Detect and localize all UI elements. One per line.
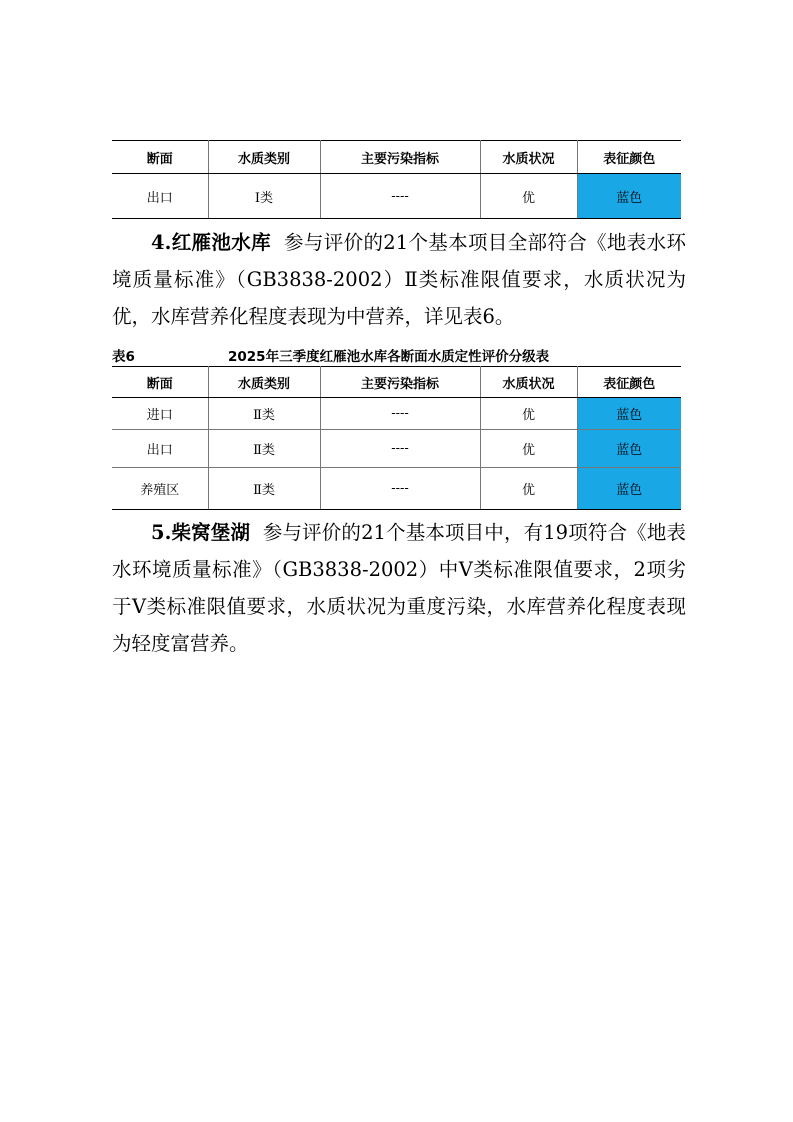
cell-status: 优 (480, 174, 577, 219)
paragraph-hongyanchi (112, 224, 686, 335)
header-status: 水质状况 (480, 367, 577, 398)
cell-class: Ⅱ类 (208, 468, 320, 510)
cell-section: 进口 (112, 398, 208, 430)
cell-color: 蓝色 (577, 468, 681, 510)
table-label: 表6 (112, 349, 135, 365)
paragraph-heading: 4.红雁池水库 (151, 231, 271, 254)
cell-section: 出口 (112, 430, 208, 468)
cell-color: 蓝色 (577, 398, 681, 430)
cell-color: 蓝色 (577, 174, 681, 219)
table-title: 2025年三季度红雁池水库各断面水质定性评价分级表 (228, 349, 550, 365)
header-section: 断面 (112, 141, 208, 174)
paragraph-text: 参与评价的21个基本项目中，有19项符合《地表水环境质量标准》（GB3838-2002）中Ⅴ类标准限值要求，2项劣于Ⅴ类标准限值要求，水质状况为重度污染，水库营养化程度表现为轻度富营养。 (112, 521, 686, 655)
paragraph-text: 参与评价的21个基本项目全部符合《地表水环境质量标准》（GB3838-2002）Ⅱ类标准限值要求，水质状况为优，水库营养化程度表现为中营养，详见表6。 (112, 231, 686, 328)
cell-class: Ⅱ类 (208, 430, 320, 468)
table-header-row (112, 141, 681, 174)
table-header-row (112, 367, 681, 398)
cell-status: 优 (480, 468, 577, 510)
paragraph-heading: 5.柴窝堡湖 (151, 521, 251, 544)
cell-class: Ⅱ类 (208, 398, 320, 430)
water-quality-table-6 (112, 366, 681, 510)
paragraph-chaiwopu (112, 514, 686, 662)
header-pollutant: 主要污染指标 (320, 141, 480, 174)
cell-section: 养殖区 (112, 468, 208, 510)
table-row (112, 430, 681, 468)
cell-status: 优 (480, 398, 577, 430)
header-section: 断面 (112, 367, 208, 398)
header-class: 水质类别 (208, 141, 320, 174)
cell-pollutant: ---- (320, 430, 480, 468)
header-class: 水质类别 (208, 367, 320, 398)
cell-color: 蓝色 (577, 430, 681, 468)
header-status: 水质状况 (480, 141, 577, 174)
cell-pollutant: ---- (320, 398, 480, 430)
table-row (112, 398, 681, 430)
cell-class: Ⅰ类 (208, 174, 320, 219)
cell-pollutant: ---- (320, 468, 480, 510)
cell-section: 出口 (112, 174, 208, 219)
water-quality-table-prev (112, 140, 681, 219)
table-row (112, 468, 681, 510)
header-color: 表征颜色 (577, 141, 681, 174)
cell-status: 优 (480, 430, 577, 468)
cell-pollutant: ---- (320, 174, 480, 219)
header-color: 表征颜色 (577, 367, 681, 398)
table-row (112, 174, 681, 219)
header-pollutant: 主要污染指标 (320, 367, 480, 398)
